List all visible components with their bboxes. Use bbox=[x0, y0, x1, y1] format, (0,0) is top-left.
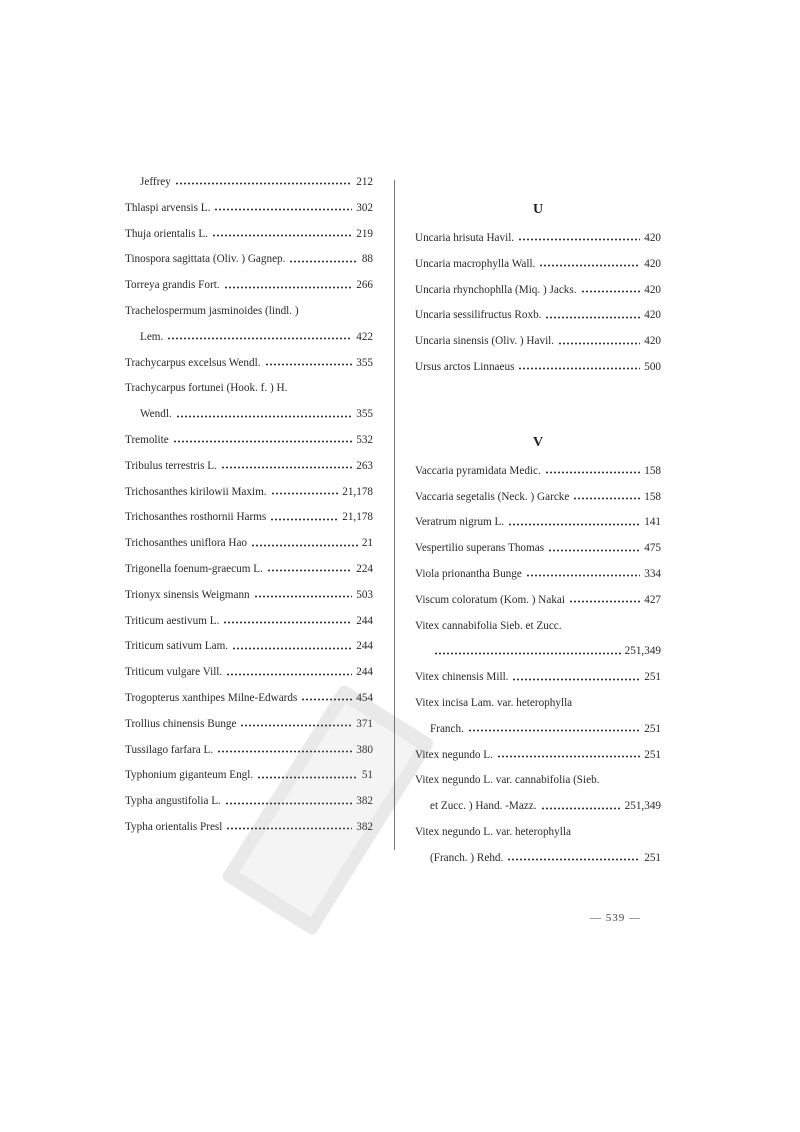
entry-page: 251,349 bbox=[624, 645, 661, 658]
entry-name: Trachycarpus excelsus Wendl. bbox=[125, 356, 261, 369]
entry-page: 355 bbox=[356, 408, 373, 421]
index-entry bbox=[125, 247, 373, 273]
dot-leader bbox=[271, 492, 339, 495]
index-entry bbox=[125, 763, 373, 789]
index-entry bbox=[415, 588, 661, 614]
dot-leader bbox=[175, 182, 352, 185]
dot-leader bbox=[173, 440, 353, 443]
right-column bbox=[415, 170, 661, 872]
entry-name: Uncaria sessilifructus Roxb. bbox=[415, 309, 542, 322]
dot-leader bbox=[214, 208, 352, 211]
entry-page: 251 bbox=[644, 671, 661, 684]
entry-name: Lem. bbox=[140, 330, 164, 343]
entry-page: 251 bbox=[644, 851, 661, 864]
dot-leader bbox=[176, 415, 352, 418]
entry-name: Jeffrey bbox=[140, 176, 171, 188]
entry-name: Uncaria hrisuta Havil. bbox=[415, 232, 515, 244]
entry-name: Franch. bbox=[430, 722, 464, 735]
index-entry bbox=[415, 329, 661, 355]
entry-name: Vespertilio superans Thomas bbox=[415, 542, 545, 555]
index-entry bbox=[415, 717, 661, 743]
dot-leader bbox=[217, 750, 352, 753]
index-entry bbox=[415, 691, 661, 717]
entry-name: Ursus arctos Linnaeus bbox=[415, 360, 515, 373]
entry-name: Trachycarpus fortunei (Hook. f. ) H. bbox=[125, 382, 288, 395]
entry-name: Vaccaria pyramidata Medic. bbox=[415, 464, 541, 477]
entry-page: 382 bbox=[356, 820, 373, 833]
entry-name: Trichosanthes kirilowii Maxim. bbox=[125, 485, 267, 498]
index-entry bbox=[125, 686, 373, 712]
entry-page: 420 bbox=[644, 257, 661, 270]
index-entry bbox=[125, 557, 373, 583]
left-column bbox=[125, 170, 373, 841]
index-entry bbox=[415, 459, 661, 485]
index-entry bbox=[125, 789, 373, 815]
index-entry bbox=[125, 376, 373, 402]
entry-name: Trichosanthes uniflora Hao bbox=[125, 537, 248, 550]
index-entry bbox=[125, 531, 373, 557]
index-entry bbox=[125, 402, 373, 428]
entry-page: 420 bbox=[644, 232, 661, 244]
dot-leader bbox=[434, 652, 621, 655]
entry-name: Vaccaria segetalis (Neck. ) Garcke bbox=[415, 490, 570, 503]
dot-leader bbox=[224, 286, 353, 289]
entry-name: Tribulus terrestris L. bbox=[125, 459, 217, 472]
entry-page: 251 bbox=[644, 722, 661, 735]
entry-name: Veratrum nigrum L. bbox=[415, 516, 505, 529]
index-entry bbox=[125, 351, 373, 377]
entry-page: 244 bbox=[356, 614, 373, 627]
dot-leader bbox=[226, 827, 352, 830]
entry-page: 244 bbox=[356, 666, 373, 679]
index-entry bbox=[415, 303, 661, 329]
entry-page: 371 bbox=[356, 717, 373, 730]
entry-name: Trionyx sinensis Weigmann bbox=[125, 588, 250, 601]
dot-leader bbox=[558, 342, 640, 345]
entry-name: Typha orientalis Presl bbox=[125, 820, 223, 833]
entry-page: 420 bbox=[644, 309, 661, 322]
dot-leader bbox=[508, 523, 640, 526]
index-entry bbox=[415, 278, 661, 304]
entry-page: 420 bbox=[644, 283, 661, 296]
entry-name: Vitex negundo L. var. cannabifolia (Sieb. bbox=[415, 774, 600, 787]
dot-leader bbox=[548, 549, 640, 552]
index-entry bbox=[125, 196, 373, 222]
entry-name: Vitex cannabifolia Sieb. et Zucc. bbox=[415, 619, 562, 632]
index-entry bbox=[415, 768, 661, 794]
entry-page: 251 bbox=[644, 748, 661, 761]
index-entry bbox=[415, 510, 661, 536]
dot-leader bbox=[254, 595, 353, 598]
dot-leader bbox=[270, 518, 338, 521]
section-heading-u: U bbox=[532, 202, 544, 217]
dot-leader bbox=[267, 569, 352, 572]
entry-page: 21,178 bbox=[342, 511, 373, 524]
entry-page: 266 bbox=[356, 279, 373, 292]
entry-name: Trogopterus xanthipes Milne-Edwards bbox=[125, 691, 298, 704]
index-entry bbox=[125, 170, 373, 196]
entry-page: 158 bbox=[644, 490, 661, 503]
entry-name: et Zucc. ) Hand. -Mazz. bbox=[430, 800, 537, 813]
dot-leader bbox=[468, 729, 640, 732]
index-entry bbox=[415, 820, 661, 846]
entry-page: 500 bbox=[644, 360, 661, 373]
entry-page: 475 bbox=[644, 542, 661, 555]
column-divider bbox=[394, 180, 395, 850]
dot-leader bbox=[545, 316, 640, 319]
index-entry bbox=[415, 562, 661, 588]
dot-leader bbox=[167, 337, 352, 340]
entry-page: 263 bbox=[356, 459, 373, 472]
entry-name: Triticum aestivum L. bbox=[125, 614, 220, 627]
section-v-list bbox=[415, 459, 661, 872]
index-entry bbox=[415, 665, 661, 691]
entry-name: Viscum coloratum (Kom. ) Nakai bbox=[415, 593, 566, 606]
index-entry bbox=[125, 583, 373, 609]
dot-leader bbox=[539, 264, 640, 267]
entry-name: Triticum sativum Lam. bbox=[125, 640, 229, 653]
entry-name: Wendl. bbox=[140, 408, 172, 421]
entry-page: 380 bbox=[356, 743, 373, 756]
section-heading-v: V bbox=[532, 434, 544, 450]
entry-page: 302 bbox=[356, 201, 373, 214]
dot-leader bbox=[512, 678, 640, 681]
dot-leader bbox=[265, 363, 353, 366]
dot-leader bbox=[569, 600, 640, 603]
dot-leader bbox=[289, 260, 357, 263]
entry-name: Vitex negundo L. var. heterophylla bbox=[415, 825, 571, 838]
dot-leader bbox=[507, 858, 640, 861]
entry-name: Trigonella foenum-graecum L. bbox=[125, 562, 263, 575]
index-entry bbox=[415, 794, 661, 820]
index-entry bbox=[125, 428, 373, 454]
entry-name: Trichosanthes rosthornii Harms bbox=[125, 511, 267, 524]
dot-leader bbox=[212, 234, 352, 237]
entry-name: Tussilago farfara L. bbox=[125, 743, 214, 756]
dot-leader bbox=[232, 647, 352, 650]
index-entry bbox=[125, 222, 373, 248]
entry-name: Uncaria sinensis (Oliv. ) Havil. bbox=[415, 335, 555, 348]
entry-page: 251,349 bbox=[624, 800, 661, 813]
dot-leader bbox=[518, 367, 640, 370]
entry-name: Trollius chinensis Bunge bbox=[125, 717, 237, 730]
index-entry bbox=[125, 712, 373, 738]
entry-page: 244 bbox=[356, 640, 373, 653]
entry-page: 382 bbox=[356, 795, 373, 808]
index-entry bbox=[125, 609, 373, 635]
entry-name: Vitex chinensis Mill. bbox=[415, 671, 509, 684]
entry-name: Uncaria macrophylla Wall. bbox=[415, 257, 536, 270]
entry-page: 224 bbox=[356, 562, 373, 575]
entry-page: 158 bbox=[644, 464, 661, 477]
dot-leader bbox=[240, 724, 352, 727]
entry-name: Thuja orientalis L. bbox=[125, 227, 208, 240]
entry-page: 21 bbox=[361, 537, 373, 550]
entry-name: (Franch. ) Rehd. bbox=[430, 851, 504, 864]
entry-name: Uncaria rhynchophlla (Miq. ) Jacks. bbox=[415, 283, 577, 296]
index-entry bbox=[125, 634, 373, 660]
index-entry bbox=[415, 355, 661, 381]
entry-page: 532 bbox=[356, 433, 373, 446]
dot-leader bbox=[497, 755, 640, 758]
dot-leader bbox=[518, 238, 640, 241]
index-entry bbox=[415, 536, 661, 562]
entry-page: 51 bbox=[361, 769, 373, 782]
entry-page: 141 bbox=[644, 516, 661, 529]
index-entry bbox=[415, 614, 661, 640]
entry-page: 21,178 bbox=[342, 485, 373, 498]
entry-name: Vitex incisa Lam. var. heterophylla bbox=[415, 696, 573, 709]
index-entry bbox=[125, 505, 373, 531]
entry-page: 427 bbox=[644, 593, 661, 606]
index-entry bbox=[415, 743, 661, 769]
dot-leader bbox=[545, 471, 640, 474]
entry-name: Typhonium giganteum Engl. bbox=[125, 769, 254, 782]
entry-name: Triticum vulgare Vill. bbox=[125, 666, 223, 679]
entry-page: 355 bbox=[356, 356, 373, 369]
dot-leader bbox=[221, 466, 352, 469]
entry-name: Thlaspi arvensis L. bbox=[125, 201, 211, 214]
index-entry bbox=[415, 485, 661, 511]
dot-leader bbox=[573, 497, 640, 500]
entry-name: Typha angustifolia L. bbox=[125, 795, 221, 808]
index-entry bbox=[415, 252, 661, 278]
entry-name: Viola prionantha Bunge bbox=[415, 567, 522, 580]
entry-page: 422 bbox=[356, 330, 373, 343]
dot-leader bbox=[257, 776, 358, 779]
entry-name: Vitex negundo L. bbox=[415, 748, 493, 761]
index-entry bbox=[125, 815, 373, 841]
index-entry bbox=[125, 454, 373, 480]
dot-leader bbox=[223, 621, 352, 624]
entry-name: Tinospora sagittata (Oliv. ) Gagnep. bbox=[125, 253, 286, 266]
entry-page: 334 bbox=[644, 567, 661, 580]
dot-leader bbox=[251, 544, 358, 547]
entry-page: 212 bbox=[356, 176, 373, 188]
dot-leader bbox=[225, 802, 352, 805]
section-u-list bbox=[415, 226, 661, 381]
entry-page: 219 bbox=[356, 227, 373, 240]
dot-leader bbox=[581, 290, 641, 293]
entry-page: 503 bbox=[356, 588, 373, 601]
entry-page: 88 bbox=[361, 253, 373, 266]
page-number: — 539 — bbox=[590, 912, 641, 924]
dot-leader bbox=[226, 673, 352, 676]
index-entry bbox=[415, 639, 661, 665]
dot-leader bbox=[541, 807, 621, 810]
index-entry bbox=[125, 480, 373, 506]
index-entry bbox=[125, 273, 373, 299]
index-entry bbox=[125, 325, 373, 351]
index-entry bbox=[125, 299, 373, 325]
index-entry bbox=[125, 738, 373, 764]
entry-name: Torreya grandis Fort. bbox=[125, 279, 220, 292]
entry-name: Trachelospermum jasminoides (lindl. ) bbox=[125, 304, 299, 317]
dot-leader bbox=[526, 574, 640, 577]
entry-page: 454 bbox=[356, 691, 373, 704]
index-entry bbox=[415, 846, 661, 872]
index-entry bbox=[125, 660, 373, 686]
dot-leader bbox=[301, 698, 352, 701]
index-entry bbox=[415, 226, 661, 252]
entry-page: 420 bbox=[644, 335, 661, 348]
entry-name: Tremolite bbox=[125, 433, 169, 446]
